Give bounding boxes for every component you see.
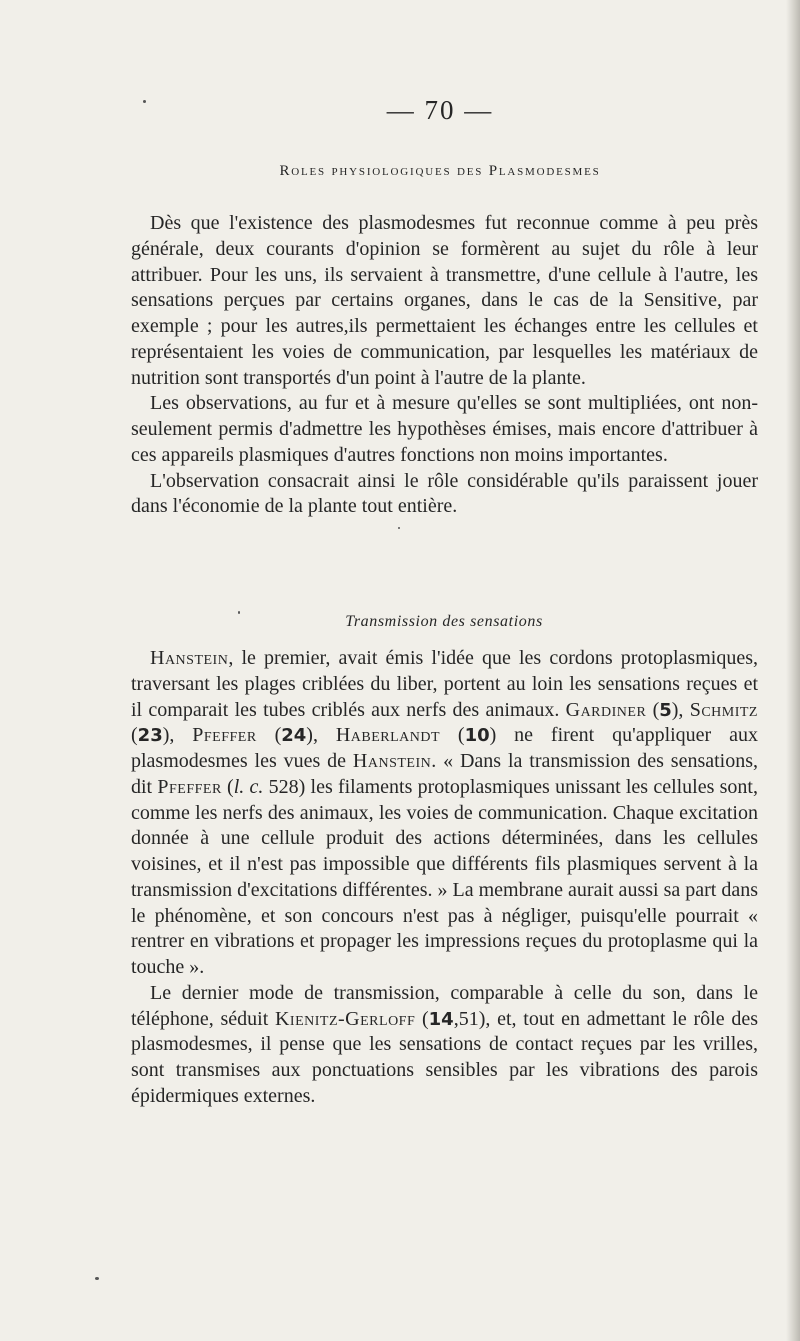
author-name: Kienitz-Gerloff [274,1007,416,1030]
subsection-heading: Transmission des sensations [345,613,543,630]
text-run: 528) les filaments protoplasmiques unissant les cellules sont, comme les nerfs des animaux, les voies de communication. Chaque excitation donnée à une cellule produit des actions déterminées, dans les cellules voisines, et il n'est pas impossible que différents fils plasmiques servent à la transmission d'excitations différentes. » La membrane aurait aussi sa part dans le phénomène, et son concours n'est pas à négliger, puisqu'elle pourrait « rentrer en vibrations et propager les impressions reçues du protoplasme qui la touche ». [131,775,758,978]
reference-number: 14 [428,1008,454,1030]
speck [238,611,240,614]
paragraph-4 [131,646,758,981]
author-name: Hanstein [150,647,229,669]
paragraph-3: L'observation consacrait ainsi le rôle considérable qu'ils paraissent jouer dans l'économie de la plante tout entière. [131,469,758,518]
speck [143,100,146,103]
text-run: ( [415,1007,429,1030]
chapter-heading: Roles physiologiques des Plasmodesmes [279,163,601,179]
text-run: ) ne firent qu'appliquer aux plasmodesmes les vues de [131,724,758,772]
paragraph-1: Dès que l'existence des plasmodesmes fut reconnue comme à peu près générale, deux courants d'opinion se formèrent au sujet du rôle à leur attribuer. Pour les uns, ils servaient à transmettre, d'une cellule à l'autre, les sensations perçues par certains organes, dans le cas de la Sensitive, par exemple ; pour les autres,ils permettaient les échanges entre les cellules et représentaient les voies de communication, par lesquelles les matériaux de nutrition sont transportés d'un point à l'autre de la plante. [131,212,758,389]
citation: l. c. [233,775,264,798]
text-run: ), [671,698,690,721]
paragraph-5 [131,981,758,1110]
author-name: Schmitz [689,698,758,721]
speck [398,527,400,529]
text-run: . « Dans la transmission des sensations, dit [131,750,759,798]
reference-number: 24 [281,725,307,747]
intro-text-block [131,211,758,520]
page-edge-shadow [786,0,800,1341]
text-run: ( [440,724,465,747]
text-run: ,51), et, tout en admettant le rôle des plasmodesmes, il pense que les sensations de contact reçues par les vrilles, sont transmises aux ponctuations sensibles par les vibrations des parois épidermiques externes. [131,1007,758,1107]
author-name: Hanstein [352,750,432,772]
text-run: ( [646,698,660,721]
reference-number: 10 [464,725,490,747]
text-run: ), [306,724,336,747]
author-name: Pfeffer [157,775,222,798]
author-name: Haberlandt [335,724,441,747]
reference-number: 5 [659,699,672,721]
reference-number: 23 [137,725,163,747]
page-number: — 70 — [386,95,494,125]
text-run: ( [131,724,138,747]
transmission-text-block [131,646,758,1110]
speck [95,1277,99,1280]
paragraph-2: Les observations, au fur et à mesure qu'elles se sont multipliées, ont non-seulement permis d'admettre les hypothèses émises, mais encore d'attribuer à ces appareils plasmiques d'autres fonctions non moins importantes. [131,392,758,466]
text-run: Le dernier mode de transmission, comparable à celle du son, dans le téléphone, séduit [131,981,758,1030]
text-run: ), [162,724,193,747]
text-run: , le premier, avait émis l'idée que les cordons protoplasmiques, traversant les plages criblées du liber, portent au loin les sensations reçues et il comparait les tubes criblés aux nerfs des animaux. [131,647,758,721]
author-name: Pfeffer [192,724,257,747]
text-run: ( [221,775,234,798]
text-run: ( [256,724,282,747]
author-name: Gardiner [565,698,647,721]
